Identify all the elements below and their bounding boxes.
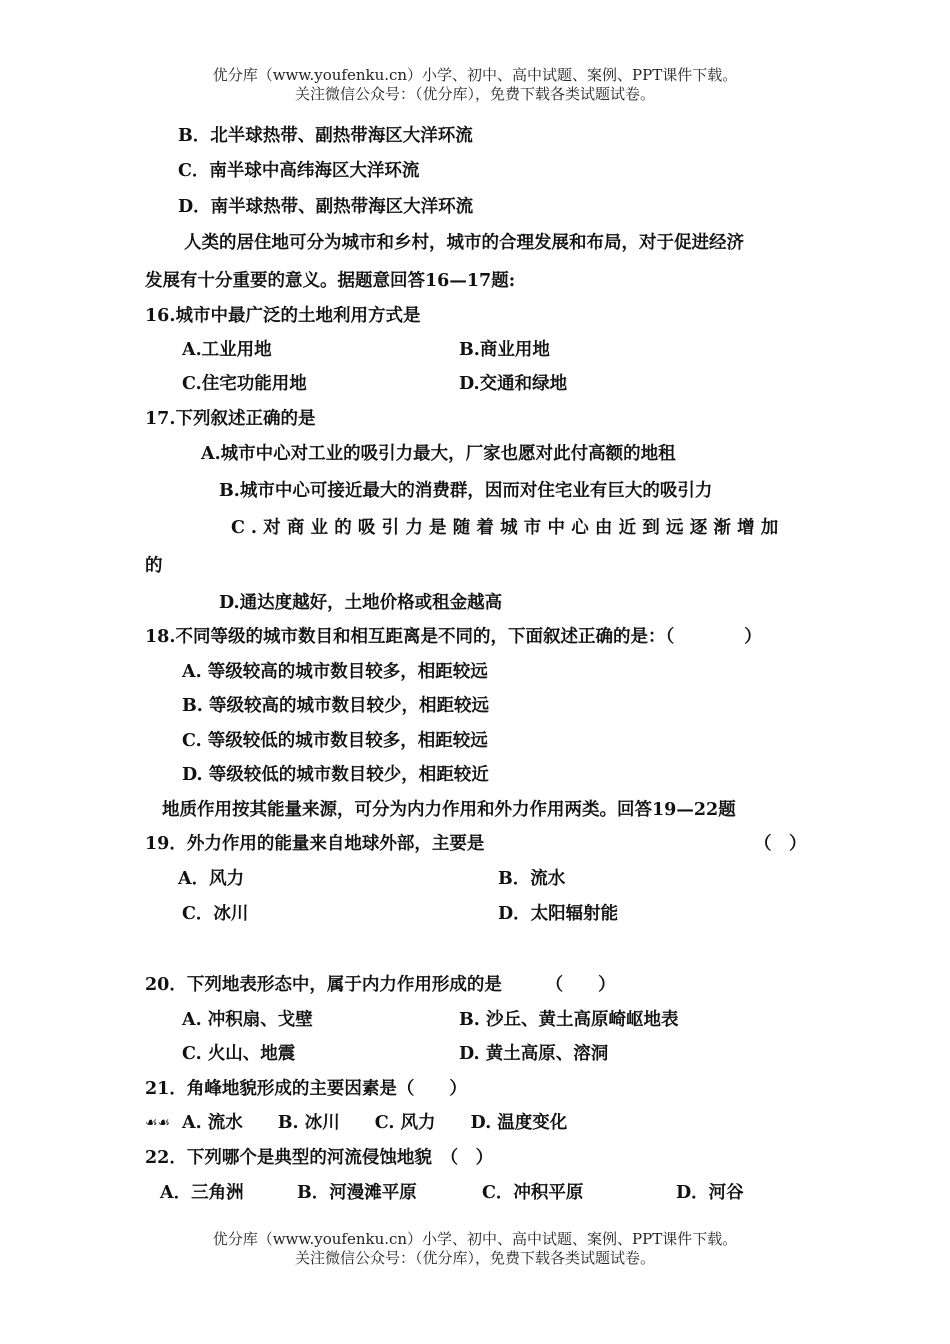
q20-option-d: D. 黄土高原、溶洞 bbox=[459, 1044, 609, 1064]
q16-option-c: C.住宅功能用地 bbox=[182, 374, 307, 394]
q19-option-a: A．风力 bbox=[178, 869, 245, 889]
q18-option-b: B. 等级较高的城市数目较少，相距较远 bbox=[182, 696, 489, 716]
q22-option-c: C．冲积平原 bbox=[482, 1183, 584, 1203]
q18-option-a: A. 等级较高的城市数目较多，相距较远 bbox=[182, 662, 488, 682]
q16-stem: 16.城市中最广泛的土地利用方式是 bbox=[145, 306, 421, 326]
q17-stem: 17.下列叙述正确的是 bbox=[145, 409, 316, 429]
page-footer bbox=[0, 1230, 950, 1268]
q16-option-d: D.交通和绿地 bbox=[459, 374, 568, 394]
q18-stem: 18.不同等级的城市数目和相互距离是不同的，下面叙述正确的是：（ ） bbox=[145, 627, 762, 647]
q17-option-a: A.城市中心对工业的吸引力最大，厂家也愿对此付高额的地租 bbox=[201, 444, 676, 464]
q15-option-b: B．北半球热带、副热带海区大洋环流 bbox=[178, 126, 473, 146]
page-header bbox=[0, 66, 950, 104]
q17-option-d: D.通达度越好，土地价格或租金越高 bbox=[219, 593, 503, 613]
header-line-2: 关注微信公众号：（优分库），免费下载各类试题试卷。 bbox=[294, 85, 655, 103]
q15-option-c: C．南半球中高纬海区大洋环流 bbox=[178, 161, 420, 181]
q16-option-b: B.商业用地 bbox=[459, 340, 550, 360]
q16-option-a: A.工业用地 bbox=[182, 340, 272, 360]
q19-answer-paren: （ ） bbox=[754, 834, 807, 854]
q17-option-c-line-2: 的 bbox=[145, 556, 163, 576]
footer-line-2: 关注微信公众号：（优分库），免费下载各类试题试卷。 bbox=[294, 1249, 655, 1267]
q22-option-d: D．河谷 bbox=[676, 1183, 744, 1203]
q15-option-d: D．南半球热带、副热带海区大洋环流 bbox=[178, 197, 474, 217]
q20-stem: 20．下列地表形态中，属于内力作用形成的是 （ ） bbox=[145, 975, 616, 995]
q18-option-d: D. 等级较低的城市数目较少，相距较近 bbox=[182, 765, 489, 785]
decorative-ornament-icon: ☙☙ bbox=[145, 1115, 171, 1131]
q20-option-a: A. 冲积扇、戈壁 bbox=[182, 1010, 313, 1030]
footer-line-1: 优分库（www.youfenku.cn）小学、初中、高中试题、案例、PPT课件下载。 bbox=[212, 1230, 738, 1248]
q18-option-c: C. 等级较低的城市数目较多，相距较远 bbox=[182, 731, 488, 751]
q21-options: A. 流水 B. 冰川 C. 风力 D. 温度变化 bbox=[182, 1113, 568, 1133]
q19-option-c: C．冰川 bbox=[182, 904, 249, 924]
intro-paragraph-line-2: 发展有十分重要的意义。据题意回答16—17题: bbox=[145, 271, 516, 291]
q22-stem: 22．下列哪个是典型的河流侵蚀地貌 （ ） bbox=[145, 1148, 494, 1168]
intro-paragraph-line-1: 人类的居住地可分为城市和乡村，城市的合理发展和布局，对于促进经济 bbox=[184, 233, 744, 253]
q20-option-b: B. 沙丘、黄土高原崎岖地表 bbox=[459, 1010, 679, 1030]
intro-geology: 地质作用按其能量来源，可分为内力作用和外力作用两类。回答19—22题 bbox=[162, 800, 736, 820]
q22-option-b: B．河漫滩平原 bbox=[297, 1183, 417, 1203]
q22-option-a: A．三角洲 bbox=[160, 1183, 244, 1203]
q20-option-c: C. 火山、地震 bbox=[182, 1044, 296, 1064]
q19-stem: 19．外力作用的能量来自地球外部，主要是 bbox=[145, 834, 485, 854]
header-line-1: 优分库（www.youfenku.cn）小学、初中、高中试题、案例、PPT课件下载。 bbox=[212, 66, 738, 84]
q17-option-c-line-1: C.对商业的吸引力是随着城市中心由近到远逐渐增加 bbox=[231, 518, 785, 538]
q17-option-b: B.城市中心可接近最大的消费群，因而对住宅业有巨大的吸引力 bbox=[219, 481, 713, 501]
q19-option-b: B．流水 bbox=[498, 869, 566, 889]
q21-stem: 21．角峰地貌形成的主要因素是（ ） bbox=[145, 1079, 467, 1099]
q19-option-d: D．太阳辐射能 bbox=[498, 904, 619, 924]
